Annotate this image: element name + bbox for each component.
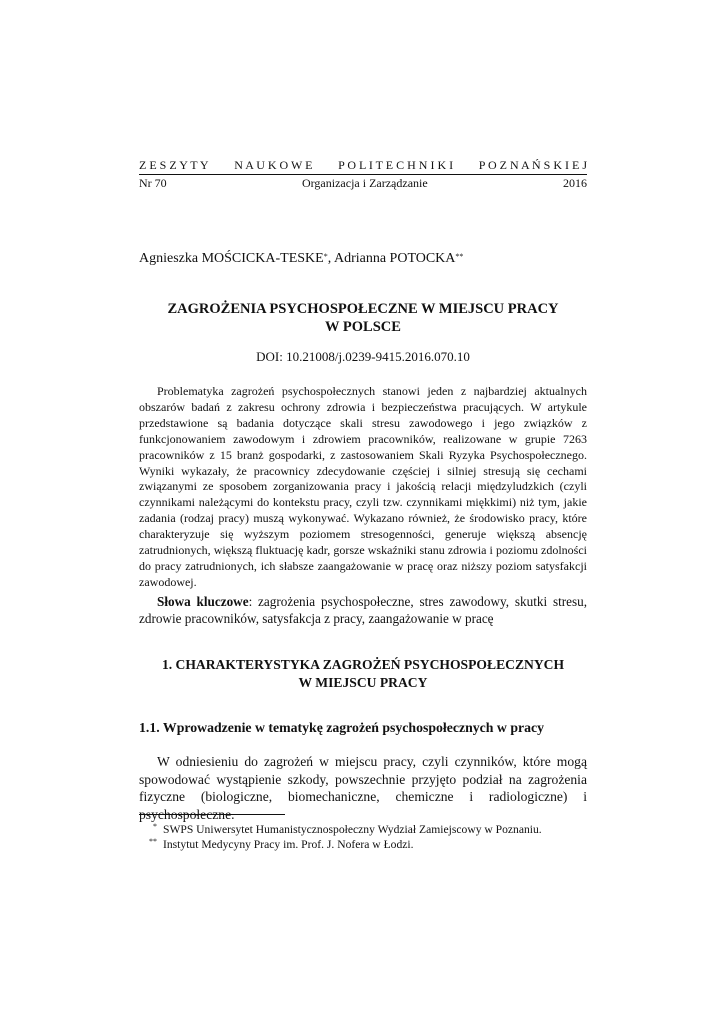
section-heading <box>139 656 587 692</box>
journal-word-4: P O Z N A Ń S K I E J <box>478 158 587 172</box>
author-separator: , <box>327 251 334 266</box>
paper-title-line-2: W POLSCE <box>325 319 401 335</box>
keywords-text: : zagrożenia psychospołeczne, stres zawodowy, skutki stresu, zdrowie pracowników, satysfakcja z pracy, zaangażowanie w pracę <box>139 594 588 626</box>
keywords-label: Słowa kluczowe <box>157 594 249 609</box>
footnote-divider <box>139 814 285 815</box>
abstract: Problematyka zagrożeń psychospołecznych stanowi jeden z najbardziej aktualnych obszarów badań z zakresu ochrony zdrowia i bezpieczeństwa pracujących. W artykule przedstawione są badania dotyczące skali stresu zawodowego i jego związków z funkcjonowaniem zawodowym i zdrowiem pracowników, realizowane w grupie 7263 pracowników z 15 branż gospodarki, z zastosowaniem Skali Ryzyka Psychospołecznego. Wyniki wykazały, że pracownicy zdecydowanie częściej i silniej stresują się cechami związanymi ze sposobem zorganizowania pracy i jakością relacji międzyludzkich (czyli czynnikami należącymi do kontekstu pracy, czyli tzw. czynnikami miękkimi) niż tym, jakie zadania (rodzaj pracy) muszą wykonywać. Wykazano również, że środowisko pracy, które charakteryzuje się wyższym poziomem stresogenności, generuje większą absencję zatrudnionych, większą fluktuację kadr, gorsze wskaźniki stanu zdrowia i poziomu zdolności do pracy zatrudnionych, ich słabsze zaangażowanie w pracę oraz niższy poziom satysfakcji zawodowej. <box>139 384 587 589</box>
issue-number: Nr 70 <box>139 176 167 190</box>
author-1-footnote-mark: * <box>323 252 328 261</box>
author-2: Adrianna POTOCKA <box>333 251 456 266</box>
doi: DOI: 10.21008/j.0239-9415.2016.070.10 <box>256 349 470 364</box>
issue-line <box>139 174 587 192</box>
section-heading-line-2: W MIEJSCU PRACY <box>298 675 428 690</box>
journal-name <box>139 158 587 174</box>
footnote-2 <box>139 837 587 852</box>
subsection-heading: 1.1. Wprowadzenie w tematykę zagrożeń psychospołecznych w pracy <box>139 720 545 735</box>
body-paragraph: W odniesieniu do zagrożeń w miejscu pracy, czyli czynników, które mogą spowodować wystąpienie szkody, powszechnie przyjęto podział na zagrożenia fizyczne (biologiczne, biomechaniczne, chemiczne i radiologiczne) i psychospołeczne. <box>139 754 587 822</box>
author-1: Agnieszka MOŚCICKA-TESKE <box>139 251 324 266</box>
footnote-1 <box>139 822 587 837</box>
footnotes <box>139 822 587 852</box>
paper-page <box>139 158 588 851</box>
author-2-footnote-mark: ** <box>455 252 464 261</box>
footnote-2-mark: ** <box>149 837 157 846</box>
footnote-1-text: SWPS Uniwersytet Humanistycznospołeczny Wydział Zamiejscowy w Poznaniu. <box>163 823 542 836</box>
paper-title-line-1: ZAGROŻENIA PSYCHOSPOŁECZNE W MIEJSCU PRACY <box>167 301 559 317</box>
series-name: Organizacja i Zarządzanie <box>301 176 428 190</box>
footnote-2-text: Instytut Medycyny Pracy im. Prof. J. Nofera w Łodzi. <box>163 838 414 851</box>
journal-word-1: Z E S Z Y T Y <box>139 158 209 172</box>
issue-year: 2016 <box>563 176 587 190</box>
footnote-1-mark: * <box>153 822 157 831</box>
keywords <box>139 593 587 627</box>
journal-word-2: N A U K O W E <box>234 158 313 172</box>
section-heading-line-1: 1. CHARAKTERYSTYKA ZAGROŻEŃ PSYCHOSPOŁECZNYCH <box>161 657 565 672</box>
paper-title <box>139 300 587 336</box>
authors <box>139 250 463 268</box>
journal-word-3: P O L I T E C H N I K I <box>338 158 454 172</box>
